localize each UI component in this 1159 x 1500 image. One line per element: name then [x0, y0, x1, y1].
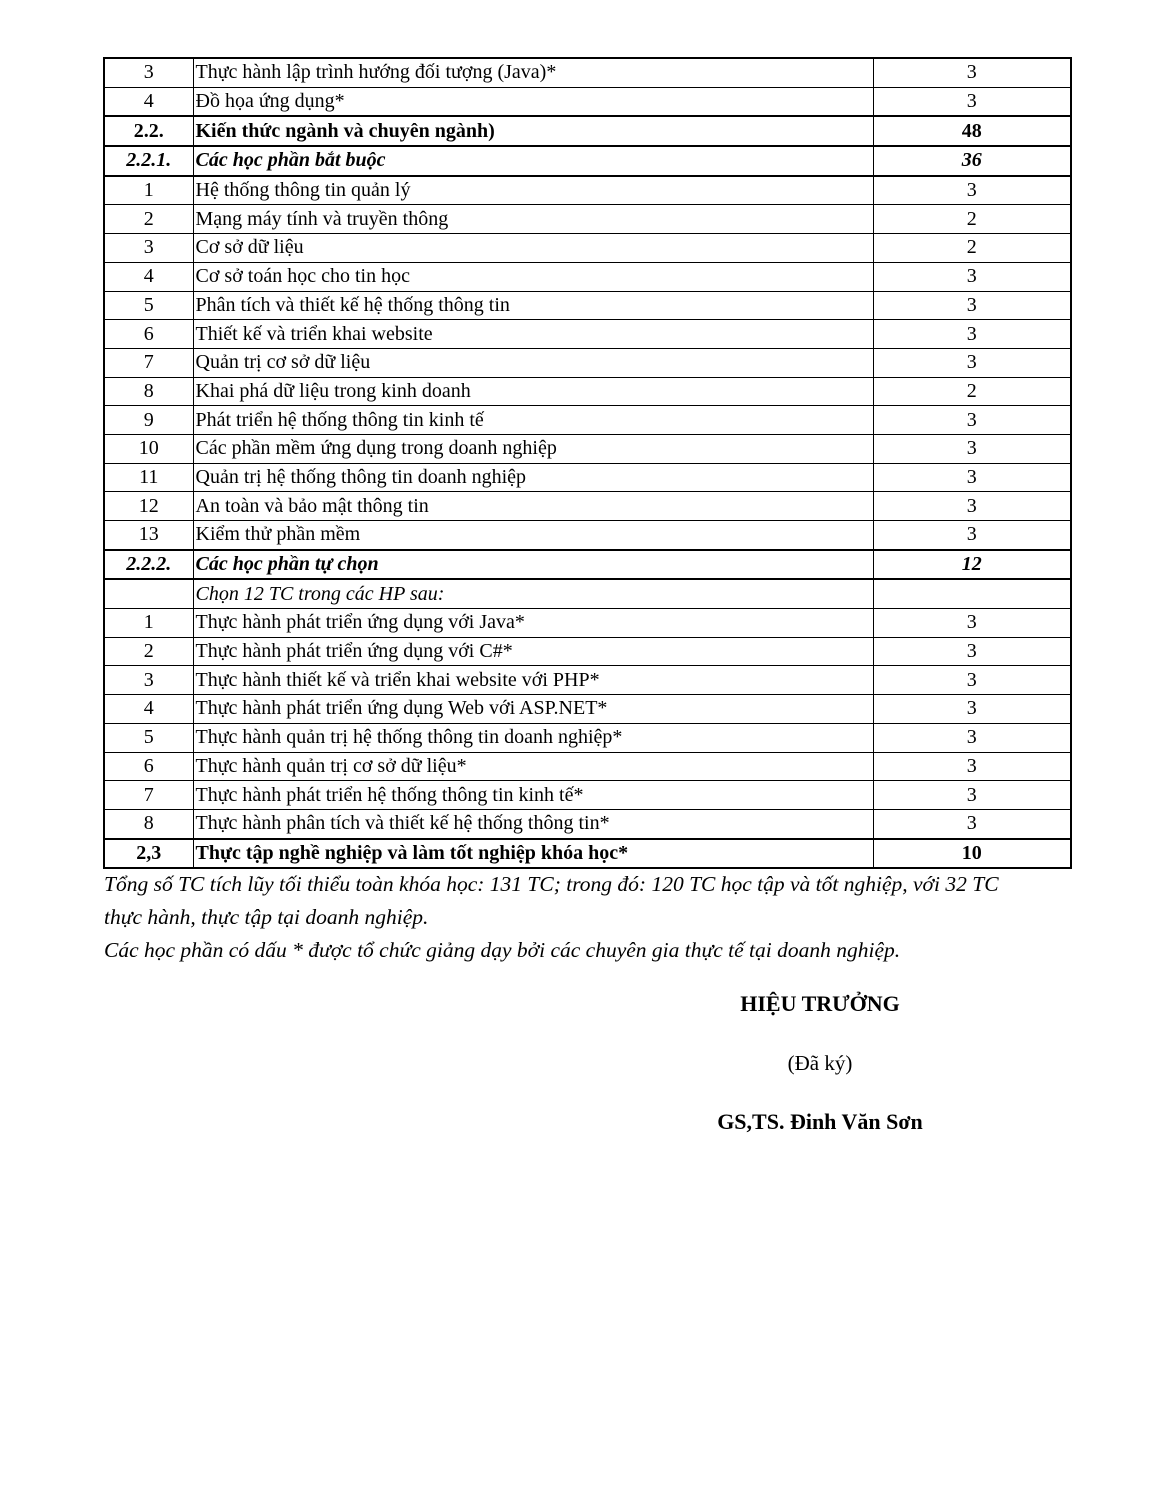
row-number-cell: 2,3 — [104, 839, 193, 869]
course-name-cell: Thực hành phát triển hệ thống thông tin kinh tế* — [193, 781, 873, 810]
row-number-cell: 3 — [104, 58, 193, 87]
credits-cell: 3 — [873, 609, 1071, 638]
table-row — [104, 550, 1071, 580]
course-name-cell: Thiết kế và triển khai website — [193, 320, 873, 349]
credits-cell: 3 — [873, 666, 1071, 695]
curriculum-table-body — [104, 58, 1071, 868]
course-name-cell: Quản trị cơ sở dữ liệu — [193, 348, 873, 377]
table-row — [104, 666, 1071, 695]
table-row — [104, 695, 1071, 724]
table-row — [104, 434, 1071, 463]
course-name-cell: Thực tập nghề nghiệp và làm tốt nghiệp khóa học* — [193, 839, 873, 869]
course-name-cell: Khai phá dữ liệu trong kinh doanh — [193, 377, 873, 406]
credits-cell: 3 — [873, 521, 1071, 550]
course-name-cell: Phát triển hệ thống thông tin kinh tế — [193, 406, 873, 435]
row-number-cell: 5 — [104, 723, 193, 752]
table-row — [104, 579, 1071, 608]
credits-cell: 3 — [873, 752, 1071, 781]
footnote-line: Các học phần có dấu * được tổ chức giảng dạy bởi các chuyên gia thực tế tại doanh nghiệp. — [104, 938, 901, 962]
table-row — [104, 58, 1071, 87]
row-number-cell: 7 — [104, 781, 193, 810]
signature-signed-note: (Đã ký) — [787, 1051, 853, 1075]
row-number-cell: 2 — [104, 637, 193, 666]
course-name-cell: Các học phần bắt buộc — [193, 146, 873, 176]
credits-cell: 3 — [873, 637, 1071, 666]
course-name-cell: Cơ sở toán học cho tin học — [193, 262, 873, 291]
row-number-cell: 12 — [104, 492, 193, 521]
credits-cell: 3 — [873, 809, 1071, 838]
credits-cell: 2 — [873, 205, 1071, 234]
table-row — [104, 176, 1071, 205]
row-number-cell: 6 — [104, 752, 193, 781]
row-number-cell: 6 — [104, 320, 193, 349]
row-number-cell: 8 — [104, 809, 193, 838]
credits-cell: 3 — [873, 58, 1071, 87]
row-number-cell: 3 — [104, 234, 193, 263]
credits-cell: 3 — [873, 695, 1071, 724]
course-name-cell: Kiểm thử phần mềm — [193, 521, 873, 550]
row-number-cell: 2.2. — [104, 116, 193, 146]
credits-cell: 3 — [873, 176, 1071, 205]
course-name-cell: Chọn 12 TC trong các HP sau: — [193, 579, 873, 608]
row-number-cell: 11 — [104, 463, 193, 492]
table-row — [104, 637, 1071, 666]
row-number-cell: 1 — [104, 176, 193, 205]
row-number-cell: 5 — [104, 291, 193, 320]
course-name-cell: Mạng máy tính và truyền thông — [193, 205, 873, 234]
credits-cell: 3 — [873, 723, 1071, 752]
footnote-line: thực hành, thực tập tại doanh nghiệp. — [104, 905, 429, 929]
table-row — [104, 146, 1071, 176]
table-row — [104, 320, 1071, 349]
table-row — [104, 205, 1071, 234]
course-name-cell: Thực hành phát triển ứng dụng với Java* — [193, 609, 873, 638]
course-name-cell: Thực hành quản trị cơ sở dữ liệu* — [193, 752, 873, 781]
row-number-cell: 2 — [104, 205, 193, 234]
footnotes — [104, 868, 1074, 967]
table-row — [104, 492, 1071, 521]
course-name-cell: Đồ họa ứng dụng* — [193, 87, 873, 116]
signature-title: HIỆU TRƯỞNG — [740, 991, 900, 1016]
table-row — [104, 377, 1071, 406]
credits-cell: 3 — [873, 492, 1071, 521]
row-number-cell: 4 — [104, 87, 193, 116]
table-row — [104, 291, 1071, 320]
course-name-cell: Thực hành lập trình hướng đối tượng (Java)* — [193, 58, 873, 87]
credits-cell: 3 — [873, 463, 1071, 492]
table-row — [104, 87, 1071, 116]
row-number-cell: 9 — [104, 406, 193, 435]
table-row — [104, 406, 1071, 435]
course-name-cell: Thực hành phát triển ứng dụng Web với ASP.NET* — [193, 695, 873, 724]
row-number-cell: 2.2.2. — [104, 550, 193, 580]
row-number-cell: 13 — [104, 521, 193, 550]
credits-cell: 3 — [873, 406, 1071, 435]
credits-cell: 3 — [873, 348, 1071, 377]
course-name-cell: Phân tích và thiết kế hệ thống thông tin — [193, 291, 873, 320]
credits-cell: 3 — [873, 291, 1071, 320]
course-name-cell: Kiến thức ngành và chuyên ngành) — [193, 116, 873, 146]
course-name-cell: Hệ thống thông tin quản lý — [193, 176, 873, 205]
row-number-cell: 2.2.1. — [104, 146, 193, 176]
footnote-line: Tổng số TC tích lũy tối thiểu toàn khóa học: 131 TC; trong đó: 120 TC học tập và tốt nghiệp, với 32 TC — [104, 872, 999, 896]
table-row — [104, 234, 1071, 263]
course-name-cell: Thực hành phát triển ứng dụng với C#* — [193, 637, 873, 666]
credits-cell: 3 — [873, 87, 1071, 116]
course-name-cell: Thực hành thiết kế và triển khai website với PHP* — [193, 666, 873, 695]
table-row — [104, 809, 1071, 838]
course-name-cell: Quản trị hệ thống thông tin doanh nghiệp — [193, 463, 873, 492]
course-name-cell: Cơ sở dữ liệu — [193, 234, 873, 263]
table-row — [104, 348, 1071, 377]
row-number-cell: 4 — [104, 695, 193, 724]
credits-cell: 36 — [873, 146, 1071, 176]
credits-cell: 10 — [873, 839, 1071, 869]
table-row — [104, 262, 1071, 291]
credits-cell: 12 — [873, 550, 1071, 580]
table-row — [104, 781, 1071, 810]
credits-cell: 3 — [873, 781, 1071, 810]
row-number-cell: 1 — [104, 609, 193, 638]
row-number-cell: 4 — [104, 262, 193, 291]
table-row — [104, 609, 1071, 638]
table-row — [104, 752, 1071, 781]
credits-cell: 3 — [873, 262, 1071, 291]
course-name-cell: Các học phần tự chọn — [193, 550, 873, 580]
table-row — [104, 839, 1071, 869]
course-name-cell: Thực hành phân tích và thiết kế hệ thống thông tin* — [193, 809, 873, 838]
credits-cell: 2 — [873, 234, 1071, 263]
course-name-cell: Các phần mềm ứng dụng trong doanh nghiệp — [193, 434, 873, 463]
table-row — [104, 463, 1071, 492]
credits-cell: 2 — [873, 377, 1071, 406]
credits-cell — [873, 579, 1071, 608]
course-name-cell: Thực hành quản trị hệ thống thông tin doanh nghiệp* — [193, 723, 873, 752]
table-row — [104, 723, 1071, 752]
table-row — [104, 521, 1071, 550]
credits-cell: 48 — [873, 116, 1071, 146]
curriculum-table — [103, 57, 1072, 869]
row-number-cell: 10 — [104, 434, 193, 463]
credits-cell: 3 — [873, 320, 1071, 349]
row-number-cell: 7 — [104, 348, 193, 377]
credits-cell: 3 — [873, 434, 1071, 463]
table-row — [104, 116, 1071, 146]
course-name-cell: An toàn và bảo mật thông tin — [193, 492, 873, 521]
row-number-cell: 3 — [104, 666, 193, 695]
row-number-cell — [104, 579, 193, 608]
signature-name: GS,TS. Đinh Văn Sơn — [717, 1109, 923, 1134]
row-number-cell: 8 — [104, 377, 193, 406]
